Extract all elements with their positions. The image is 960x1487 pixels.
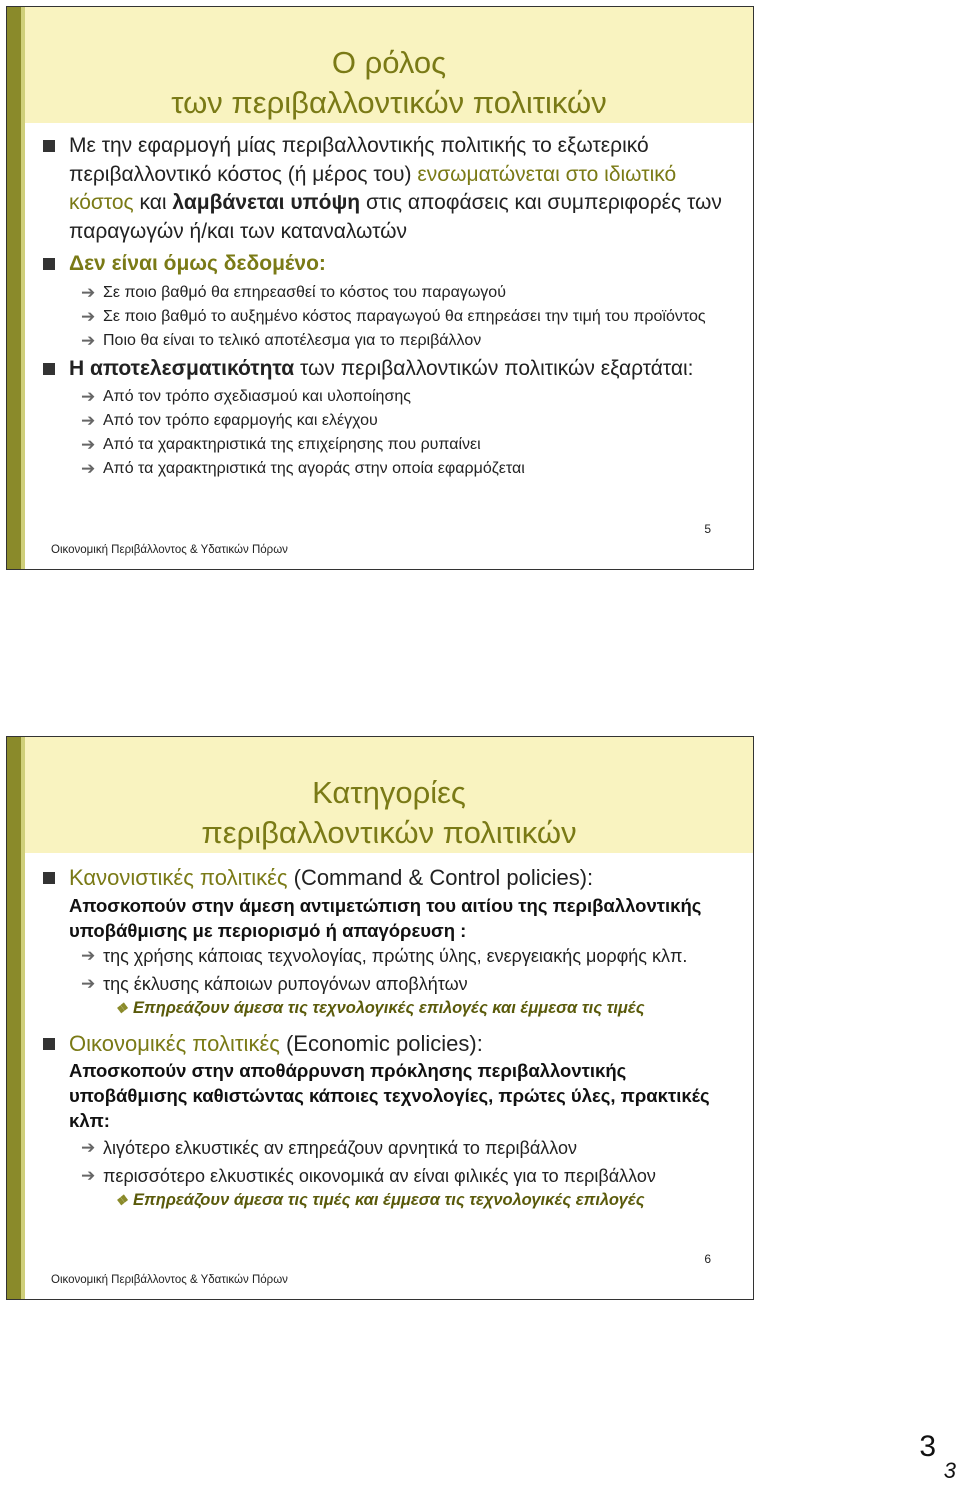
square-bullet-icon	[43, 872, 55, 884]
sub-sub-bullet: ❖ Επηρεάζουν άμεσα τις τιμές και έμμεσα τις τεχνολογικές επιλογές	[37, 1189, 741, 1212]
sheet-page-number: 3	[919, 1430, 936, 1463]
title-line-2: περιβαλλοντικών πολιτικών	[201, 815, 577, 850]
slide-title	[25, 43, 753, 123]
sub-bullet: ➔ Από τα χαρακτηριστικά της επιχείρησης που ρυπαίνει	[37, 433, 741, 457]
sub-bullet: ➔ Από τα χαρακτηριστικά της αγοράς στην οποία εφαρμόζεται	[37, 457, 741, 481]
title-line-2: των περιβαλλοντικών πολιτικών	[171, 85, 607, 120]
bullet-1-description: Αποσκοπούν στην άμεση αντιμετώπιση του αιτίου της περιβαλλοντικής υποβάθμισης με περιορισμό ή απαγόρευση :	[69, 894, 702, 941]
slide-left-stripe	[7, 737, 21, 1299]
sub-bullet: ➔ της χρήσης κάποιας τεχνολογίας, πρώτης ύλης, ενεργειακής μορφής κλπ.	[37, 943, 741, 969]
square-bullet-icon	[43, 258, 55, 270]
sub-bullet: ➔ Σε ποιο βαθμό το αυξημένο κόστος παραγωγού θα επηρεάσει την τιμή του προϊόντος	[37, 305, 741, 329]
square-bullet-icon	[43, 1038, 55, 1050]
arrow-right-icon: ➔	[81, 459, 96, 478]
arrow-right-icon: ➔	[81, 387, 96, 406]
arrow-right-icon: ➔	[81, 306, 96, 326]
arrow-right-icon: ➔	[81, 945, 96, 965]
bullet-1: Με την εφαρμογή μίας περιβαλλοντικής πολιτικής το εξωτερικό περιβαλλοντικό κόστος (ή μέρος του) ενσωματώνεται στο ιδιωτικό κόστος και λαμβάνεται υπόψη στις αποφάσεις και συμπεριφορές των παραγωγών ή/και των καταναλωτών	[37, 132, 741, 246]
slide-footer: Οικονομική Περιβάλλοντος & Υδατικών Πόρων	[51, 544, 288, 556]
slide-footer: Οικονομική Περιβάλλοντος & Υδατικών Πόρων	[51, 1274, 288, 1286]
slide-title	[25, 773, 753, 853]
slide-body	[37, 132, 741, 481]
slide-body	[37, 864, 741, 1212]
arrow-right-icon: ➔	[81, 1138, 96, 1157]
sub-bullet: ➔ Από τον τρόπο εφαρμογής και ελέγχου	[37, 409, 741, 433]
slide-5	[6, 6, 754, 570]
arrow-right-icon: ➔	[81, 435, 96, 454]
title-line-1: Κατηγορίες	[312, 775, 466, 810]
sheet-page-number-small: 3	[943, 1458, 956, 1483]
slide-6	[6, 736, 754, 1300]
bullet-3: Η αποτελεσματικότητα των περιβαλλοντικών πολιτικών εξαρτάται:	[37, 355, 741, 384]
bullet-1: Κανονιστικές πολιτικές (Command & Control policies):	[37, 864, 741, 893]
page-number: 6	[704, 1252, 711, 1266]
square-bullet-icon	[43, 140, 55, 152]
diamond-bullet-icon: ❖	[115, 999, 128, 1016]
arrow-right-icon: ➔	[81, 1166, 96, 1185]
arrow-right-icon: ➔	[81, 330, 96, 350]
arrow-right-icon: ➔	[81, 973, 96, 993]
sub-bullet: ➔ περισσότερο ελκυστικές οικονομικά αν είναι φιλικές για το περιβάλλον	[37, 1163, 741, 1189]
sub-bullet: ➔ της έκλυσης κάποιων ρυπογόνων αποβλήτων	[37, 971, 741, 997]
bullet-2: Δεν είναι όμως δεδομένο:	[37, 250, 741, 279]
sub-bullet: ➔ Ποιο θα είναι το τελικό αποτέλεσμα για το περιβάλλον	[37, 329, 741, 353]
diamond-bullet-icon: ❖	[115, 1192, 128, 1208]
bullet-2: Οικονομικές πολιτικές (Economic policies):	[37, 1030, 741, 1059]
title-line-1: Ο ρόλος	[331, 45, 447, 80]
page-number: 5	[704, 522, 711, 536]
square-bullet-icon	[43, 363, 55, 375]
sub-bullet: ➔ Από τον τρόπο σχεδιασμού και υλοποίησης	[37, 385, 741, 409]
sub-sub-bullet: ❖ Επηρεάζουν άμεσα τις τεχνολογικές επιλογές και έμμεσα τις τιμές	[37, 997, 741, 1020]
sub-bullet: ➔ Σε ποιο βαθμό θα επηρεασθεί το κόστος του παραγωγού	[37, 281, 741, 305]
slide-left-stripe	[7, 7, 21, 569]
arrow-right-icon: ➔	[81, 282, 96, 302]
bullet-2-description: Αποσκοπούν στην αποθάρρυνση πρόκλησης περιβαλλοντικής υποβάθμισης καθιστώντας κάποιες τεχνολογίες, πρώτες ύλες, πρακτικές κλπ:	[69, 1060, 710, 1131]
sub-bullet: ➔ λιγότερο ελκυστικές αν επηρεάζουν αρνητικά το περιβάλλον	[37, 1135, 741, 1161]
arrow-right-icon: ➔	[81, 411, 96, 430]
